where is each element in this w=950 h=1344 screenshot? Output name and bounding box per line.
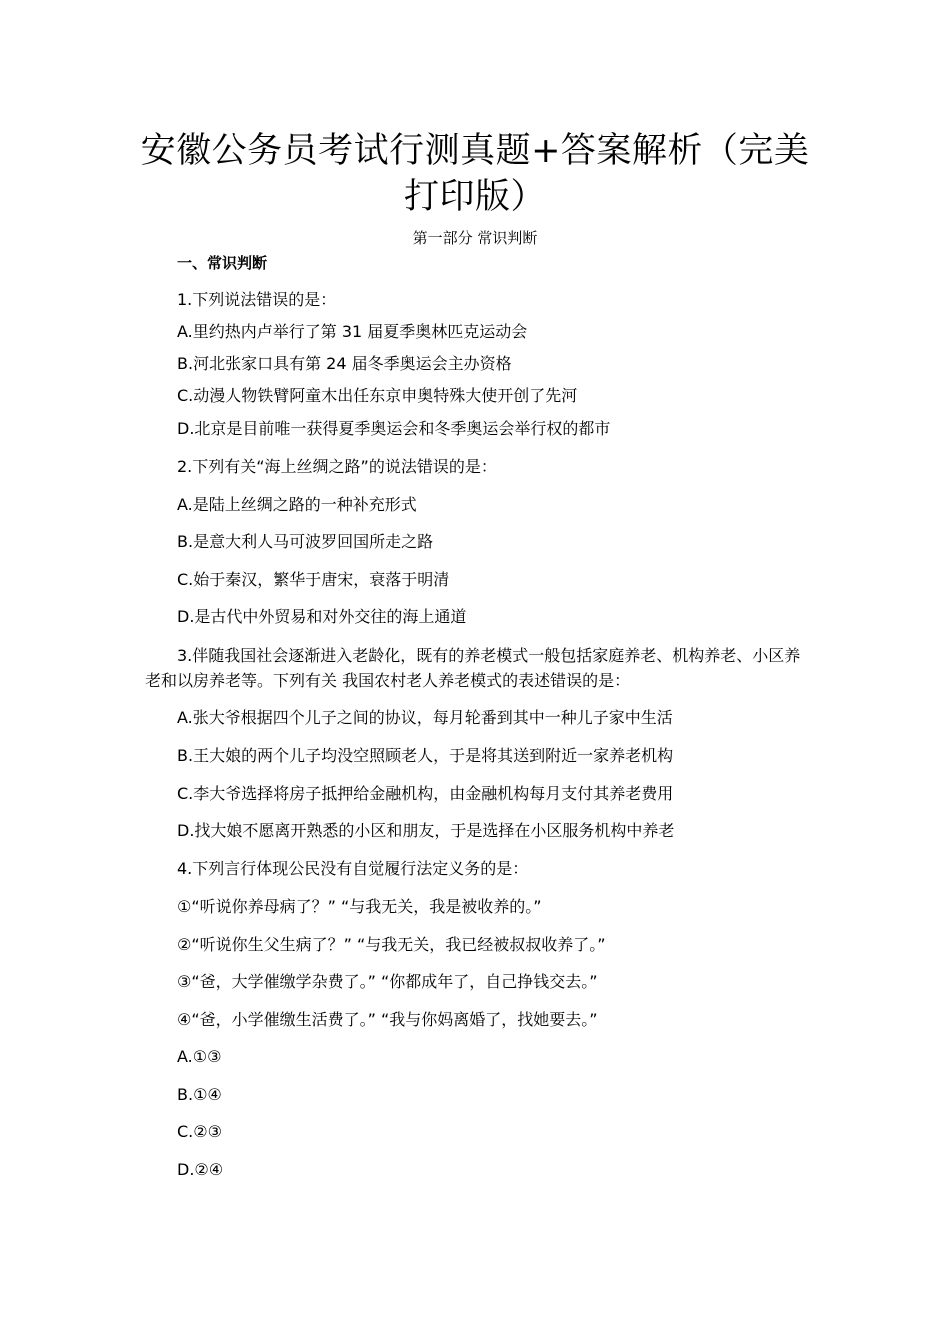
document-title: 安徽公务员考试行测真题+答案解析（完美打印版） (140, 131, 810, 217)
question-3-option-d: D.找大娘不愿离开熟悉的小区和朋友，于是选择在小区服务机构中养老 (177, 821, 675, 840)
question-4-statement-2: ②“听说你生父生病了？” “与我无关，我已经被叔叔收养了。” (177, 935, 606, 954)
section-heading: 一、常识判断 (177, 254, 268, 272)
question-4-statement-4: ④“爸，小学催缴生活费了。” “我与你妈离婚了，找她要去。” (177, 1010, 598, 1029)
question-3-stem: 3.伴随我国社会逐渐进入老龄化，既有的养老模式一般包括家庭养老、机构养老、小区养老和以房养老等。下列有关 我国农村老人养老模式的表述错误的是： (145, 646, 801, 690)
question-2-option-a: A.是陆上丝绸之路的一种补充形式 (177, 495, 417, 514)
question-1-option-c: C.动漫人物铁臂阿童木出任东京申奥特殊大使开创了先河 (177, 386, 578, 405)
question-4-option-b: B.①④ (177, 1085, 222, 1104)
question-2-option-b: B.是意大利人马可波罗回国所走之路 (177, 532, 434, 551)
question-4-statement-3: ③“爸，大学催缴学杂费了。” “你都成年了，自己挣钱交去。” (177, 972, 598, 991)
question-3-option-c: C.李大爷选择将房子抵押给金融机构，由金融机构每月支付其养老费用 (177, 784, 674, 803)
question-1-option-b: B.河北张家口具有第 24 届冬季奥运会主办资格 (177, 354, 512, 373)
question-1-option-d: D.北京是目前唯一获得夏季奥运会和冬季奥运会举行权的都市 (177, 419, 611, 438)
part-heading: 第一部分 常识判断 (412, 229, 538, 247)
question-2-option-d: D.是古代中外贸易和对外交往的海上通道 (177, 607, 467, 626)
question-4-option-c: C.②③ (177, 1122, 222, 1141)
question-2-stem: 2.下列有关“海上丝绸之路”的说法错误的是： (177, 457, 497, 476)
question-3-option-b: B.王大娘的两个儿子均没空照顾老人，于是将其送到附近一家养老机构 (177, 746, 674, 765)
question-3-option-a: A.张大爷根据四个儿子之间的协议，每月轮番到其中一种儿子家中生活 (177, 708, 673, 727)
question-1-option-a: A.里约热内卢举行了第 31 届夏季奥林匹克运动会 (177, 322, 528, 341)
question-2-option-c: C.始于秦汉，繁华于唐宋，衰落于明清 (177, 570, 450, 589)
question-4-option-d: D.②④ (177, 1160, 224, 1179)
question-4-statement-1: ①“听说你养母病了？” “与我无关，我是被收养的。” (177, 897, 542, 916)
question-4-option-a: A.①③ (177, 1047, 222, 1066)
question-1-stem: 1.下列说法错误的是： (177, 290, 337, 309)
question-4-stem: 4.下列言行体现公民没有自觉履行法定义务的是： (177, 859, 529, 878)
